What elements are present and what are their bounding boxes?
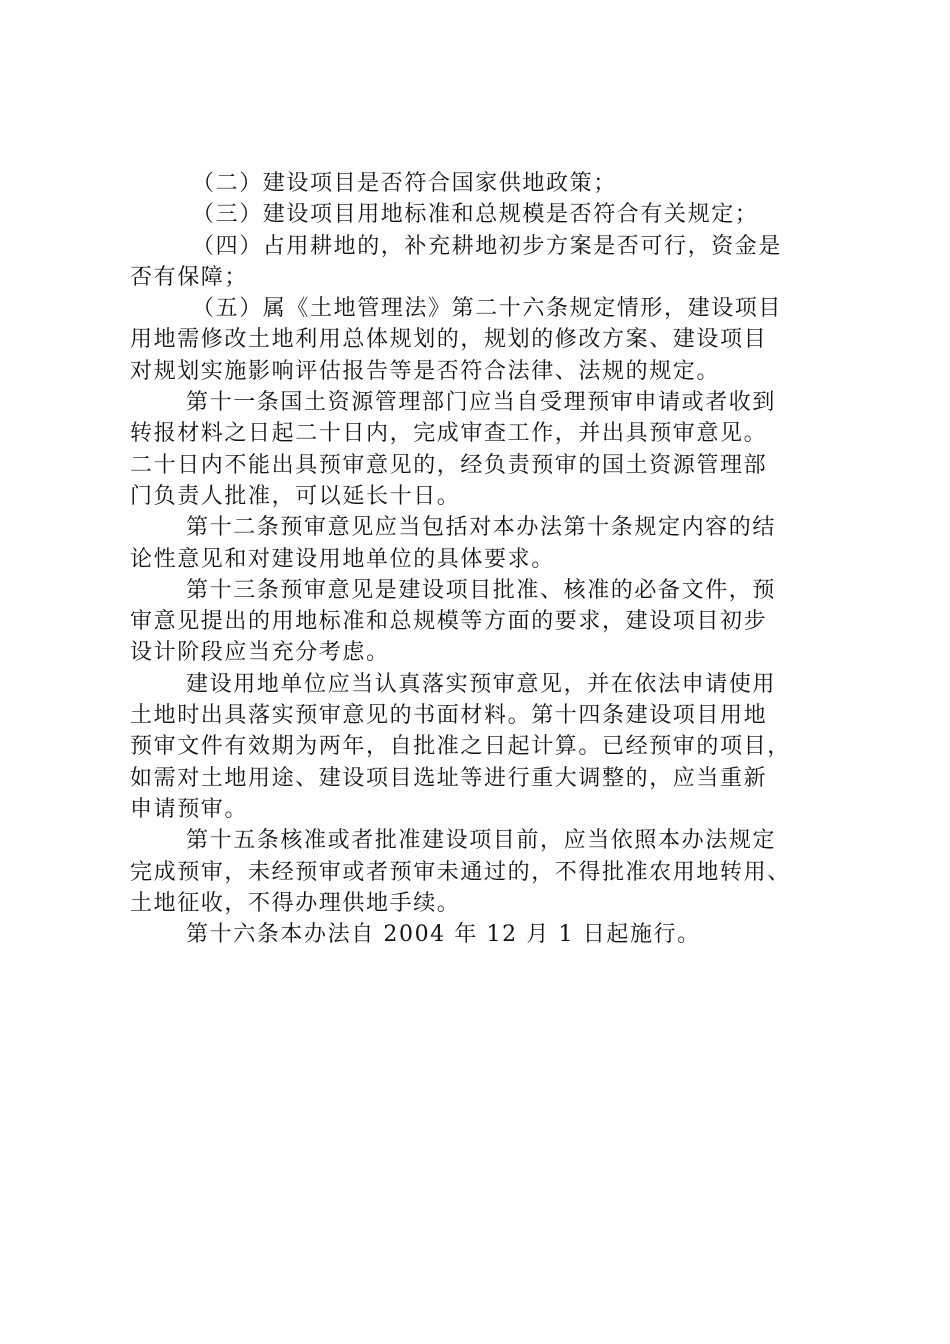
text-line: 第十五条核准或者批准建设项目前，应当依照本办法规定 [186,828,777,854]
text-line: 土地征收，不得办理供地手续。 [130,890,461,916]
text-line: 第十六条本办法自 2004 年 12 月 1 日起施行。 [186,922,701,948]
text-line: 用地需修改土地利用总体规划的，规划的修改方案、建设项目 [130,327,768,353]
text-line: 论性意见和对建设用地单位的具体要求。 [130,546,555,572]
text-line: 完成预审，未经预审或者预审未通过的，不得批准农用地转用、 [130,859,791,885]
text-line: 第十三条预审意见是建设项目批准、核准的必备文件，预 [186,577,777,603]
text-line: 审意见提出的用地标准和总规模等方面的要求，建设项目初步 [130,609,768,635]
text-line: （五）属《土地管理法》第二十六条规定情形，建设项目 [192,296,783,322]
text-line: 第十一条国土资源管理部门应当自受理预审申请或者收到 [186,390,777,416]
text-line: 门负责人批准，可以延长十日。 [130,483,461,509]
text-line: 预审文件有效期为两年，自批准之日起计算。已经预审的项目， [130,734,791,760]
text-line: 建设用地单位应当认真落实预审意见，并在依法申请使用 [186,671,777,697]
text-line: （四）占用耕地的，补充耕地初步方案是否可行，资金是 [192,233,783,259]
document-body [130,168,830,950]
text-line: 设计阶段应当充分考虑。 [130,640,390,666]
text-line: 第十二条预审意见应当包括对本办法第十条规定内容的结 [186,515,777,541]
text-line: （三）建设项目用地标准和总规模是否符合有关规定； [192,202,759,228]
text-line: （二）建设项目是否符合国家供地政策； [192,171,617,196]
text-line: 申请预审。 [130,796,249,822]
text-line: 否有保障； [130,264,249,290]
text-line: 转报材料之日起二十日内，完成审查工作，并出具预审意见。 [130,421,768,447]
text-line: 对规划实施影响评估报告等是否符合法律、法规的规定。 [130,358,721,384]
text-line: 二十日内不能出具预审意见的，经负责预审的国土资源管理部 [130,452,768,478]
text-line: 土地时出具落实预审意见的书面材料。第十四条建设项目用地 [130,703,768,729]
text-line: 如需对土地用途、建设项目选址等进行重大调整的，应当重新 [130,765,768,791]
